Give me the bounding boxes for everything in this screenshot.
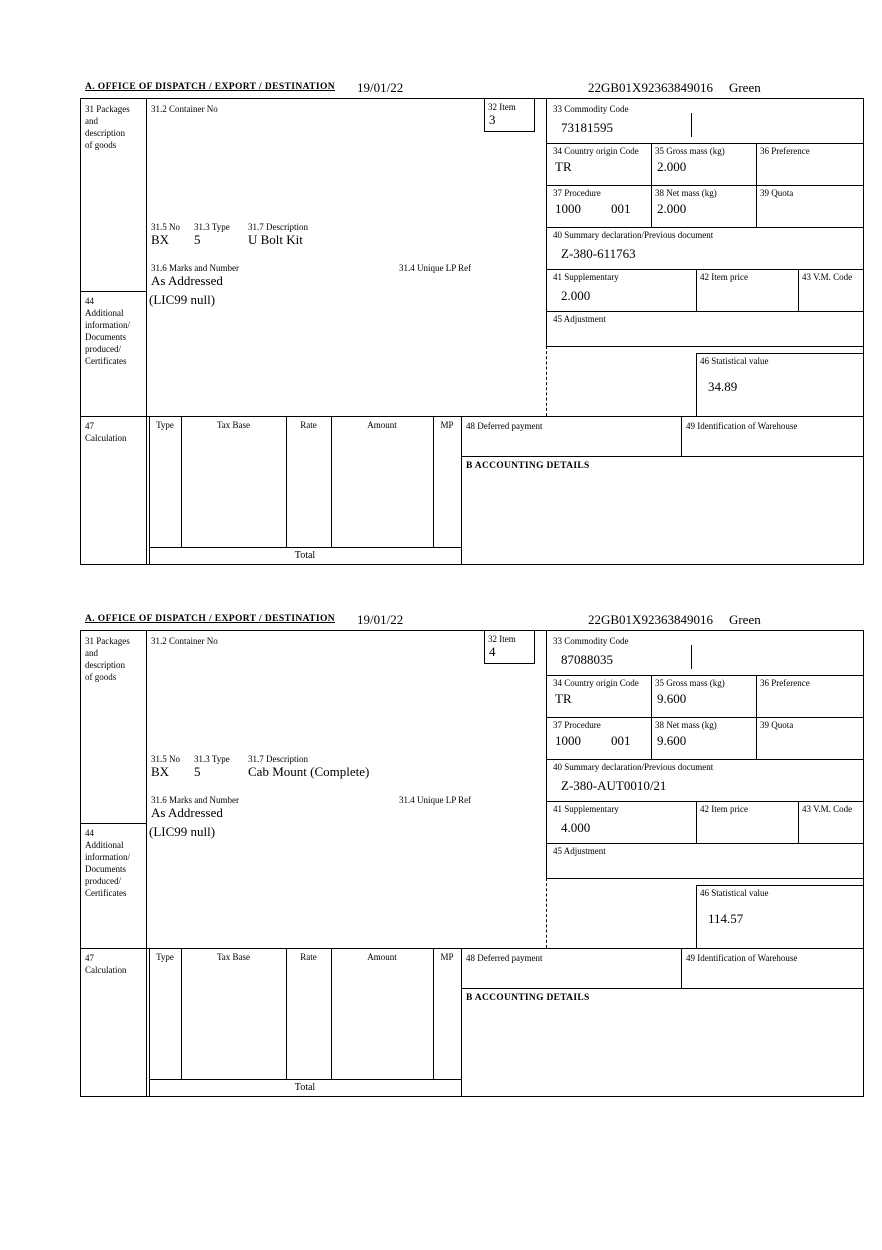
form-divider <box>484 99 485 131</box>
calc-table-border <box>181 416 182 547</box>
calculation-label: 47 Calculation <box>85 953 127 975</box>
form-divider <box>484 631 485 663</box>
preference-label: 36 Preference <box>760 146 810 156</box>
net-mass-value: 2.000 <box>657 201 687 216</box>
calc-table-border <box>181 948 182 1079</box>
package-no-label: 31.5 No <box>151 754 180 764</box>
commodity-code-value: 73181595 <box>561 120 613 135</box>
routing-status: Green <box>728 80 761 95</box>
vm-code-label: 43 V.M. Code <box>802 804 853 814</box>
form-divider <box>461 456 863 457</box>
calc-col-tax-base: Tax Base <box>216 952 251 962</box>
form-divider <box>484 131 535 132</box>
description-label: 31.7 Description <box>248 222 308 232</box>
commodity-code-separator <box>691 645 692 669</box>
form-divider <box>546 801 863 802</box>
goods-description-value: Cab Mount (Complete) <box>248 764 370 779</box>
movement-reference <box>588 612 761 628</box>
package-type-label: 31.3 Type <box>194 222 230 232</box>
procedure-value-2: 001 <box>611 201 631 216</box>
warehouse-id-label: 49 Identification of Warehouse <box>686 421 798 431</box>
deferred-payment-label: 48 Deferred payment <box>466 421 543 431</box>
form-divider <box>484 663 535 664</box>
calc-col-rate: Rate <box>300 420 317 430</box>
quota-label: 39 Quota <box>760 188 794 198</box>
statistical-value-label: 46 Statistical value <box>700 356 769 366</box>
commodity-code-label: 33 Commodity Code <box>553 104 629 114</box>
calc-col-tax-base: Tax Base <box>216 420 251 430</box>
package-type-value: 5 <box>194 764 201 779</box>
marks-number-value: As Addressed <box>151 805 223 820</box>
vm-code-label: 43 V.M. Code <box>802 272 853 282</box>
calc-table-border <box>433 948 434 1079</box>
net-mass-value: 9.600 <box>657 733 687 748</box>
net-mass-label: 38 Net mass (kg) <box>655 188 717 198</box>
box31-packages-label: 31 Packages and description of goods <box>85 636 130 682</box>
calc-table-border <box>331 416 332 547</box>
calc-col-amount: Amount <box>367 420 397 430</box>
accounting-details-label: B ACCOUNTING DETAILS <box>466 993 590 1003</box>
marks-number-label: 31.6 Marks and Number <box>151 795 239 805</box>
sad-form-grid <box>80 630 864 1097</box>
form-divider <box>81 823 146 824</box>
preference-label: 36 Preference <box>760 678 810 688</box>
form-divider <box>696 269 697 311</box>
form-divider <box>546 311 863 312</box>
goods-description-value: U Bolt Kit <box>248 232 303 247</box>
form-divider <box>696 801 697 843</box>
item-box-label: 32 Item <box>488 102 516 112</box>
form-divider <box>461 988 863 989</box>
marks-number-label: 31.6 Marks and Number <box>151 263 239 273</box>
statistical-value: 34.89 <box>708 379 738 394</box>
summary-declaration-label: 40 Summary declaration/Previous document <box>553 230 714 240</box>
gross-mass-value: 2.000 <box>657 159 687 174</box>
movement-reference-number: 22GB01X92363849016 <box>588 80 713 95</box>
calc-table-border <box>433 416 434 547</box>
form-divider <box>546 843 863 844</box>
total-label: Total <box>294 550 316 561</box>
box31-packages-label: 31 Packages and description of goods <box>85 104 130 150</box>
calculation-label: 47 Calculation <box>85 421 127 443</box>
package-type-value: 5 <box>194 232 201 247</box>
form-divider <box>696 885 697 948</box>
commodity-code-value: 87088035 <box>561 652 613 667</box>
procedure-value-1: 1000 <box>555 201 581 216</box>
supplementary-value: 2.000 <box>561 288 591 303</box>
calc-table-border <box>149 547 461 548</box>
unique-lp-ref-label: 31.4 Unique LP Ref <box>399 263 472 273</box>
form-divider <box>546 185 863 186</box>
form-divider <box>146 631 147 1096</box>
item-price-label: 42 Item price <box>700 804 748 814</box>
adjustment-label: 45 Adjustment <box>553 314 606 324</box>
commodity-code-separator <box>691 113 692 137</box>
summary-declaration-label: 40 Summary declaration/Previous document <box>553 762 714 772</box>
quota-label: 39 Quota <box>760 720 794 730</box>
net-mass-label: 38 Net mass (kg) <box>655 720 717 730</box>
form-divider <box>546 717 863 718</box>
gross-mass-label: 35 Gross mass (kg) <box>655 678 725 688</box>
additional-info-label: 44 Additional information/ Documents produced/ Certificates <box>85 828 130 898</box>
calc-col-type: Type <box>156 420 174 430</box>
form-divider <box>546 143 863 144</box>
statistical-value-label: 46 Statistical value <box>700 888 769 898</box>
country-origin-value: TR <box>555 159 572 174</box>
dispatch-date: 19/01/22 <box>357 80 404 95</box>
summary-declaration-value: Z-380-AUT0010/21 <box>561 778 667 793</box>
adjustment-label: 45 Adjustment <box>553 846 606 856</box>
form-divider-dashed <box>546 878 547 948</box>
procedure-value-1: 1000 <box>555 733 581 748</box>
supplementary-label: 41 Supplementary <box>553 272 619 282</box>
procedure-label: 37 Procedure <box>553 720 601 730</box>
form-divider <box>546 675 863 676</box>
dispatch-date: 19/01/22 <box>357 612 404 627</box>
summary-declaration-value: Z-380-611763 <box>561 246 636 261</box>
calc-table-border <box>149 948 150 1096</box>
declaration-item-section <box>80 80 863 564</box>
package-no-value: BX <box>151 232 170 247</box>
supplementary-label: 41 Supplementary <box>553 804 619 814</box>
form-divider <box>546 346 863 347</box>
additional-info-label: 44 Additional information/ Documents produced/ Certificates <box>85 296 130 366</box>
supplementary-value: 4.000 <box>561 820 591 835</box>
form-divider <box>81 948 863 949</box>
package-no-label: 31.5 No <box>151 222 180 232</box>
form-divider <box>798 269 799 311</box>
commodity-code-label: 33 Commodity Code <box>553 636 629 646</box>
form-divider <box>546 99 547 346</box>
form-divider <box>696 353 697 416</box>
calc-table-border <box>461 948 462 1096</box>
calc-table-border <box>286 948 287 1079</box>
unique-lp-ref-label: 31.4 Unique LP Ref <box>399 795 472 805</box>
calc-col-rate: Rate <box>300 952 317 962</box>
office-of-dispatch-heading: A. OFFICE OF DISPATCH / EXPORT / DESTINATION <box>85 82 336 92</box>
item-number-value: 3 <box>489 112 496 127</box>
procedure-label: 37 Procedure <box>553 188 601 198</box>
form-divider <box>546 227 863 228</box>
calc-col-mp: MP <box>440 420 454 430</box>
package-no-value: BX <box>151 764 170 779</box>
procedure-value-2: 001 <box>611 733 631 748</box>
calc-table-border <box>331 948 332 1079</box>
item-price-label: 42 Item price <box>700 272 748 282</box>
item-box-label: 32 Item <box>488 634 516 644</box>
statistical-value: 114.57 <box>708 911 744 926</box>
marks-number-value: As Addressed <box>151 273 223 288</box>
country-origin-label: 34 Country origin Code <box>553 146 639 156</box>
calc-table-border <box>149 416 150 564</box>
warehouse-id-label: 49 Identification of Warehouse <box>686 953 798 963</box>
container-no-label: 31.2 Container No <box>151 104 218 114</box>
additional-info-value: (LIC99 null) <box>149 824 216 839</box>
gross-mass-value: 9.600 <box>657 691 687 706</box>
total-label: Total <box>294 1082 316 1093</box>
form-divider-dashed <box>546 346 547 416</box>
movement-reference <box>588 80 761 96</box>
office-of-dispatch-heading: A. OFFICE OF DISPATCH / EXPORT / DESTINATION <box>85 614 336 624</box>
package-type-label: 31.3 Type <box>194 754 230 764</box>
description-label: 31.7 Description <box>248 754 308 764</box>
deferred-payment-label: 48 Deferred payment <box>466 953 543 963</box>
movement-reference-number: 22GB01X92363849016 <box>588 612 713 627</box>
form-divider <box>546 878 863 879</box>
item-number-value: 4 <box>489 644 496 659</box>
form-divider <box>534 99 535 131</box>
country-origin-label: 34 Country origin Code <box>553 678 639 688</box>
routing-status: Green <box>728 612 761 627</box>
form-divider <box>696 885 863 886</box>
calc-table-border <box>461 416 462 564</box>
sad-form-grid <box>80 98 864 565</box>
form-divider <box>81 416 863 417</box>
country-origin-value: TR <box>555 691 572 706</box>
form-divider <box>81 291 146 292</box>
declaration-item-section <box>80 612 863 1096</box>
calc-table-border <box>149 1079 461 1080</box>
calc-col-mp: MP <box>440 952 454 962</box>
form-divider <box>534 631 535 663</box>
form-divider <box>798 801 799 843</box>
form-divider <box>546 759 863 760</box>
calc-col-type: Type <box>156 952 174 962</box>
gross-mass-label: 35 Gross mass (kg) <box>655 146 725 156</box>
form-divider <box>546 631 547 878</box>
form-divider <box>681 948 682 988</box>
form-divider <box>146 99 147 564</box>
form-divider <box>696 353 863 354</box>
calc-col-amount: Amount <box>367 952 397 962</box>
form-divider <box>546 269 863 270</box>
additional-info-value: (LIC99 null) <box>149 292 216 307</box>
container-no-label: 31.2 Container No <box>151 636 218 646</box>
calc-table-border <box>286 416 287 547</box>
form-divider <box>681 416 682 456</box>
accounting-details-label: B ACCOUNTING DETAILS <box>466 461 590 471</box>
